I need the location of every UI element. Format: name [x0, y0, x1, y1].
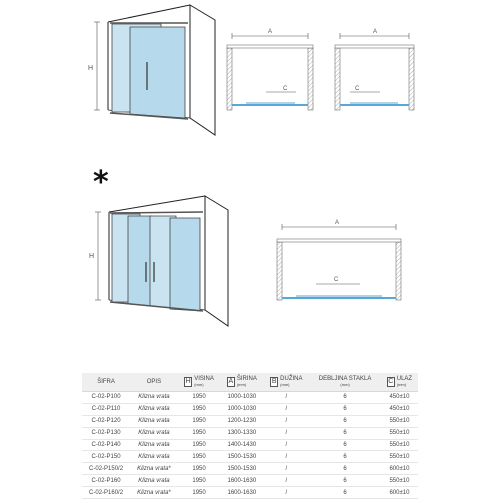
wall	[409, 48, 414, 110]
cell-sifra: C-02-P150/2	[82, 463, 130, 475]
wall	[227, 48, 232, 110]
cell-sirina: 1000-1030	[220, 392, 263, 404]
wall	[227, 45, 313, 48]
cell-visina: 1950	[178, 392, 221, 404]
glass-panel	[128, 216, 152, 306]
plan-view-bottom	[277, 220, 401, 300]
cell-debljina: 6	[309, 415, 381, 427]
cell-visina: 1950	[178, 415, 221, 427]
table-row	[82, 415, 418, 427]
table-row	[82, 427, 418, 439]
cell-duzina: /	[263, 427, 309, 439]
header-opis: OPIS	[130, 373, 178, 392]
table-header-row	[82, 373, 418, 392]
cell-sirina: 1300-1330	[220, 427, 263, 439]
cell-sirina: 1000-1030	[220, 403, 263, 415]
enclosure-3d-view-2-panel	[88, 5, 215, 135]
cell-opis: Klizna vrata*	[130, 463, 178, 475]
wall	[277, 242, 282, 300]
cell-duzina: /	[263, 451, 309, 463]
table-row	[82, 439, 418, 451]
entrance-icon: C	[388, 378, 394, 385]
cell-opis: Klizna vrata	[130, 427, 178, 439]
cell-sifra: C-02-P130	[82, 427, 130, 439]
cell-ulaz: 550±10	[381, 415, 418, 427]
cell-opis: Klizna vrata	[130, 403, 178, 415]
sliding-label: C	[283, 86, 288, 92]
cell-ulaz: 600±10	[381, 463, 418, 475]
length-icon: B	[271, 378, 277, 385]
cell-visina: 1950	[178, 403, 221, 415]
cell-visina: 1950	[178, 439, 221, 451]
table-row	[82, 451, 418, 463]
cell-debljina: 6	[309, 451, 381, 463]
cell-opis: Klizna vrata	[130, 451, 178, 463]
cell-ulaz: 550±10	[381, 475, 418, 487]
cell-opis: Klizna vrata*	[130, 487, 178, 499]
cell-ulaz: 450±10	[381, 403, 418, 415]
table-row	[82, 463, 418, 475]
cell-duzina: /	[263, 463, 309, 475]
plan-view-right	[335, 29, 414, 110]
glass-panel	[170, 218, 200, 311]
wall	[396, 242, 401, 300]
sliding-label: C	[334, 277, 339, 283]
table-row	[82, 487, 418, 499]
wall	[335, 48, 340, 110]
header-debljina-stakla: DEBLJINA STAKLA (mm)	[309, 373, 381, 392]
width-label: A	[335, 220, 340, 226]
cell-opis: Klizna vrata	[130, 439, 178, 451]
cell-sirina: 1500-1530	[220, 463, 263, 475]
height-icon: H	[185, 378, 191, 385]
table-row	[82, 403, 418, 415]
wall	[335, 45, 414, 48]
cell-opis: Klizna vrata	[130, 415, 178, 427]
height-label: H	[88, 65, 94, 72]
wall	[277, 239, 401, 242]
wall	[308, 48, 313, 110]
cell-debljina: 6	[309, 439, 381, 451]
cell-ulaz: 550±10	[381, 439, 418, 451]
header-sirina: A ŠIRINA (mm)	[220, 373, 263, 392]
cell-sifra: C-02-P160	[82, 475, 130, 487]
cell-debljina: 6	[309, 475, 381, 487]
header-visina: H VISINA (mm)	[178, 373, 221, 392]
cell-duzina: /	[263, 415, 309, 427]
cell-duzina: /	[263, 475, 309, 487]
glass-panel	[130, 27, 185, 118]
table-row	[82, 392, 418, 404]
cell-sifra: C-02-P140	[82, 439, 130, 451]
cell-sifra: C-02-P100	[82, 392, 130, 404]
cell-debljina: 6	[309, 403, 381, 415]
width-icon: A	[228, 378, 234, 385]
cell-ulaz: 600±10	[381, 487, 418, 499]
header-ulaz: C ULAZ (mm)	[381, 373, 418, 392]
cell-ulaz: 450±10	[381, 392, 418, 404]
header-duzina: B DUŽINA (mm)	[263, 373, 309, 392]
cell-debljina: 6	[309, 463, 381, 475]
cell-sirina: 1400-1430	[220, 439, 263, 451]
cell-duzina: /	[263, 487, 309, 499]
cell-debljina: 6	[309, 427, 381, 439]
asterisk-mark: *	[93, 165, 109, 200]
cell-opis: Klizna vrata	[130, 392, 178, 404]
cell-duzina: /	[263, 392, 309, 404]
width-label: A	[268, 29, 273, 35]
height-label: H	[89, 253, 95, 260]
cell-sirina: 1600-1630	[220, 487, 263, 499]
cell-sifra: C-02-P120	[82, 415, 130, 427]
width-label: A	[373, 29, 378, 35]
cell-debljina: 6	[309, 487, 381, 499]
cell-visina: 1950	[178, 475, 221, 487]
cell-visina: 1950	[178, 451, 221, 463]
cell-opis: Klizna vrata	[130, 475, 178, 487]
header-sifra: ŠIFRA	[82, 373, 130, 392]
table-row	[82, 475, 418, 487]
cell-ulaz: 550±10	[381, 427, 418, 439]
cell-visina: 1950	[178, 463, 221, 475]
cell-duzina: /	[263, 439, 309, 451]
cell-sifra: C-02-P150	[82, 451, 130, 463]
cell-ulaz: 550±10	[381, 451, 418, 463]
plan-view-left	[227, 29, 313, 110]
enclosure-3d-view-4-panel	[89, 196, 228, 326]
cell-visina: 1950	[178, 427, 221, 439]
sliding-label: C	[355, 86, 360, 92]
specification-table	[82, 373, 418, 499]
cell-debljina: 6	[309, 392, 381, 404]
cell-sirina: 1500-1530	[220, 451, 263, 463]
cell-visina: 1950	[178, 487, 221, 499]
cell-sirina: 1200-1230	[220, 415, 263, 427]
cell-duzina: /	[263, 403, 309, 415]
cell-sifra: C-02-P160/2	[82, 487, 130, 499]
cell-sifra: C-02-P110	[82, 403, 130, 415]
cell-sirina: 1600-1630	[220, 475, 263, 487]
